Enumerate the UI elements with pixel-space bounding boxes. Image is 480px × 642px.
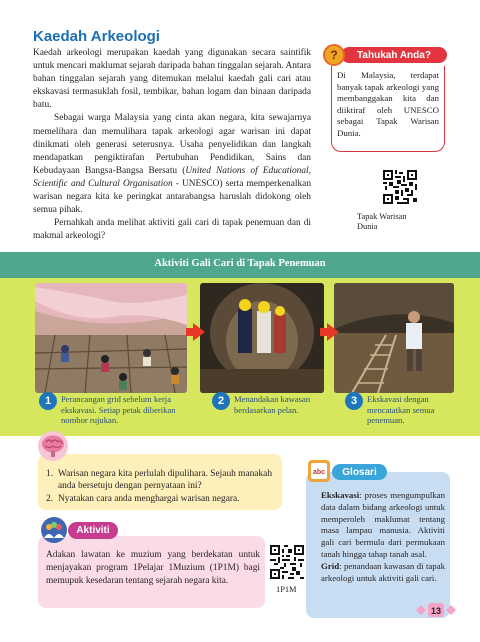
tahukah-text: Di Malaysia, terdapat banyak tapak arkeologi yang membanggakan kita dan diiktiraf oleh UNESCO sebagai Tapak Warisan Dunia. xyxy=(331,66,445,152)
step-2-number: 2 xyxy=(212,392,230,410)
step-1-number: 1 xyxy=(39,392,57,410)
arrow-right-icon xyxy=(193,323,205,341)
lightbulb-icon: ? xyxy=(323,44,345,66)
arrow-right-icon xyxy=(327,323,339,341)
gali-cari-header xyxy=(0,252,480,278)
section-heading: Kaedah Arkeologi xyxy=(33,28,160,45)
step-3-text: Ekskavasi dengan mencatatkan semua penemuan. xyxy=(367,394,435,425)
glossary-entry: Grid: penandaan kawasan di tapak arkeologi untuk aktiviti gali cari. xyxy=(321,560,445,583)
reflection-question: 2. Nyatakan cara anda menghargai warisan negara. xyxy=(46,493,240,504)
reflection-question: 1. Warisan negara kita perlulah dipulihara. Sejauh manakah anda bersetuju dengan pernyataan ini? xyxy=(46,469,273,492)
photo-marking-area xyxy=(200,283,324,393)
step-1-text: Perancangan grid sebelum kerja ekskavasi. Setiap petak diberikan nombor rujukan. xyxy=(61,394,176,425)
paragraph-1: Kaedah arkeologi merupakan kaedah yang digunakan secara saintifik untuk mencari maklumat sejarah daripada bahan tinggalan sejarah. Antara bahan tinggalan sejarah yang ditemukan melalui kaedah gali cari atau ekskavasi termasuklah fosil, tembikar, bahan logam dan binaan daripada batu. xyxy=(33,48,311,111)
qr-label-1p1m: 1P1M xyxy=(276,585,297,594)
dictionary-icon xyxy=(306,458,332,484)
qr-code-tapak-warisan[interactable] xyxy=(383,170,417,204)
glossary-entry: Ekskavasi: proses mengumpulkan data dalam bidang arkeologi untuk memperoleh maklumat tentang masa lampau manusia. Aktiviti gali cari bermula dari permukaan tanah hingga tahap tanah asal. xyxy=(321,490,445,559)
photo-excavation xyxy=(334,283,454,393)
reflection-questions xyxy=(46,468,282,505)
paragraph-2: Sebagai warga Malaysia yang cinta akan negara, kita sewajarnya memelihara dan memulihara tapak arkeologi agar warisan ini dapat dinikmati oleh generasi seterusnya. Usaha penyelidikan dan langkah mendapatkan pengiktirafan Pertubuhan Pendidikan, Sains dan Kebudayaan Bangsa-Bangsa Bersatu (United Nations of Educational, Scientific and Cultural Organisation - UNESCO) serta memperkenalkan warisan negara kita ke peringkat antarabangsa haruslah didokong oleh semua pihak. xyxy=(33,113,312,216)
aktiviti-text: Adakan lawatan ke muzium yang berdekatan untuk menjayakan program 1Pelajar 1Muzium (1P1M) bagi memupuk kesedaran tentang sejarah negara kita. xyxy=(46,550,260,586)
brain-icon xyxy=(36,430,70,462)
svg-text:abc: abc xyxy=(312,469,326,476)
paragraph-3: Pernahkah anda melihat aktiviti gali cari di tapak penemuan dan di makmal arkeologi? xyxy=(33,218,311,242)
qr-label-tapak-warisan: Tapak Warisan Dunia xyxy=(357,212,407,231)
tahukah-label: Tahukah Anda? xyxy=(341,47,447,63)
step-2-text: Menandakan kawasan berdasarkan pelan. xyxy=(234,394,311,415)
svg-text:13: 13 xyxy=(430,606,442,616)
step-3-number: 3 xyxy=(345,392,363,410)
main-text xyxy=(33,47,311,243)
tahukah-anda-box xyxy=(323,44,445,154)
photo-grid-planning xyxy=(35,283,187,393)
gali-cari-title: Aktiviti Gali Cari di Tapak Penemuan xyxy=(154,258,326,269)
aktiviti-label: Aktiviti xyxy=(68,522,118,539)
glosari-text xyxy=(321,490,445,584)
qr-code-1p1m[interactable] xyxy=(270,545,304,579)
page-number xyxy=(414,601,458,619)
glosari-label: Glosari xyxy=(332,464,387,480)
group-people-icon xyxy=(40,516,68,544)
